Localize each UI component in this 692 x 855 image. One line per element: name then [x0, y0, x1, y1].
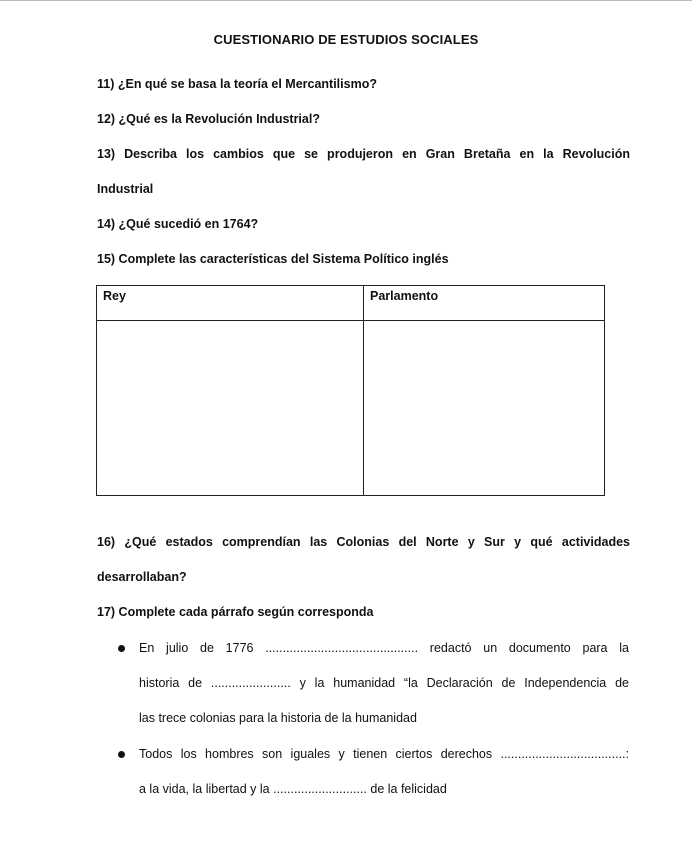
- paragraph-2-line-2: [139, 781, 629, 797]
- p2-line2-text-b: de la felicidad: [366, 782, 447, 796]
- p2-line2-text-a: a la vida, la libertad y la: [139, 782, 274, 796]
- question-17: 17) Complete cada párrafo según corresponda: [97, 605, 374, 619]
- p1-line1-text-a: En julio de 1776: [139, 641, 266, 655]
- p1-blank-1[interactable]: ............................................: [265, 641, 419, 655]
- paragraph-1-line-1: [139, 640, 629, 656]
- question-12: 12) ¿Qué es la Revolución Industrial?: [97, 112, 320, 126]
- p2-blank-1[interactable]: ....................................: [500, 747, 626, 761]
- parlamento-answer-cell[interactable]: [364, 321, 605, 496]
- document-title: CUESTIONARIO DE ESTUDIOS SOCIALES: [213, 32, 479, 47]
- question-15: 15) Complete las características del Sistema Político inglés: [97, 252, 449, 266]
- table-header-row: [97, 286, 605, 321]
- paragraph-1-line-2: [139, 675, 629, 691]
- p1-line2-text-b: y la humanidad “la Declaración de Independencia de: [290, 676, 629, 690]
- paragraph-2-line-1: [139, 746, 629, 762]
- question-14: 14) ¿Qué sucedió en 1764?: [97, 217, 259, 231]
- table-answer-row: [97, 321, 605, 496]
- question-16-line-1: 16) ¿Qué estados comprendían las Colonias del Norte y Sur y qué actividades: [97, 535, 630, 549]
- rey-answer-cell[interactable]: [97, 321, 364, 496]
- p1-line2-text-a: historia de: [139, 676, 211, 690]
- p1-blank-2[interactable]: .......................: [210, 676, 291, 690]
- p1-line1-text-b: redactó un documento para la: [418, 641, 629, 655]
- paragraph-1-line-3: las trece colonias para la historia de la humanidad: [139, 711, 417, 725]
- header-parlamento: Parlamento: [364, 286, 605, 321]
- question-13-line-1: 13) Describa los cambios que se produjeron en Gran Bretaña en la Revolución: [97, 147, 630, 161]
- question-13-line-2: Industrial: [97, 182, 154, 196]
- bullet-1: [118, 645, 125, 652]
- header-rey: Rey: [97, 286, 364, 321]
- question-16-line-2: desarrollaban?: [97, 570, 187, 584]
- p2-line1-text-b: :: [625, 747, 629, 761]
- bullet-2: [118, 751, 125, 758]
- question-11: 11) ¿En qué se basa la teoría el Mercantilismo?: [97, 77, 377, 91]
- page-top-border: [0, 0, 692, 1]
- p2-line1-text-a: Todos los hombres son iguales y tienen ciertos derechos: [139, 747, 501, 761]
- p2-blank-2[interactable]: ...........................: [273, 782, 367, 796]
- political-system-table: [96, 285, 605, 496]
